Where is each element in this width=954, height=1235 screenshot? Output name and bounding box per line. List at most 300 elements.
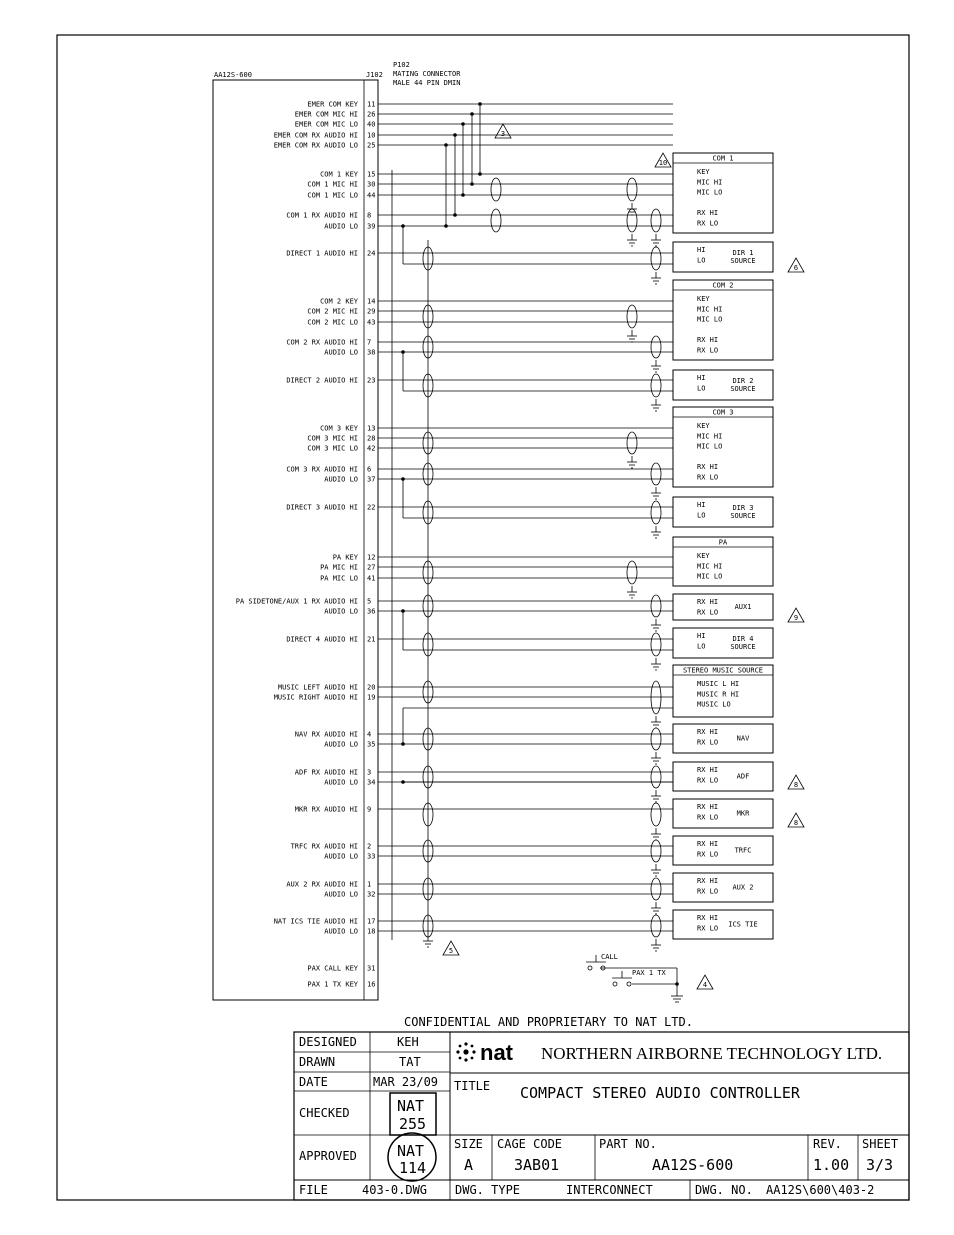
shield-marker: [651, 463, 661, 485]
pin-label: COM 3 RX AUDIO HI: [286, 465, 358, 474]
pin-label: EMER COM MIC LO: [294, 120, 358, 129]
device-terminal: KEY: [697, 168, 710, 176]
note-flag: [495, 124, 511, 138]
pin-row: [307, 101, 375, 109]
junction: [478, 102, 482, 106]
pin-label: COM 2 KEY: [320, 297, 358, 306]
pin-number: 13: [367, 424, 376, 433]
note-number: 8: [793, 819, 799, 827]
pin-row: [274, 918, 376, 926]
shield-marker: [627, 178, 637, 201]
pin-number: 18: [367, 927, 376, 936]
checked-stamp-line-2: 255: [399, 1115, 427, 1133]
pin-label: DIRECT 3 AUDIO HI: [286, 503, 358, 512]
pin-row: [320, 425, 375, 433]
pin-label: DIRECT 2 AUDIO HI: [286, 376, 358, 385]
note-number: 4: [702, 981, 708, 989]
device-name: NAV: [736, 734, 750, 743]
note-number: 9: [793, 614, 799, 622]
device-box: [673, 762, 773, 791]
shield-marker: [651, 247, 661, 270]
pin-row: [324, 928, 375, 936]
pin-number: 3: [367, 768, 372, 777]
pin-label: COM 2 MIC LO: [307, 318, 358, 327]
title-block: [294, 1032, 909, 1200]
pin-row: [236, 598, 371, 606]
pin-number: 33: [367, 852, 376, 861]
note-flag: [788, 608, 804, 622]
device-box: [673, 665, 773, 717]
ground-symbol: [651, 399, 661, 411]
pin-label: MUSIC RIGHT AUDIO HI: [273, 693, 358, 702]
approved-stamp-line-1: NAT: [397, 1142, 425, 1160]
device-box: [673, 153, 773, 233]
pin-label: AUDIO LO: [324, 475, 358, 484]
device-box: [673, 594, 773, 620]
pin-number: 19: [367, 693, 376, 702]
ground-symbol: [627, 330, 637, 342]
note-number: 8: [793, 781, 799, 789]
part-no-value: AA12S-600: [652, 1156, 734, 1174]
pin-label: MUSIC LEFT AUDIO HI: [277, 683, 358, 692]
pin-row: [324, 349, 375, 357]
note-flag: [788, 258, 804, 272]
pin-number: 43: [367, 318, 376, 327]
shield-marker: [651, 681, 661, 714]
device-terminal: MIC LO: [697, 188, 723, 197]
pin-row: [295, 806, 371, 814]
pin-number: 7: [367, 338, 372, 347]
cage-code-label: CAGE CODE: [497, 1137, 563, 1151]
pin-row: [307, 445, 375, 453]
device-terminal: RX HI: [697, 803, 719, 811]
device-terminal: RX LO: [697, 473, 719, 482]
pin-label: PAX 1 TX KEY: [307, 980, 358, 989]
shield-marker: [651, 501, 661, 524]
pax-tx-switch-contact: [613, 982, 617, 986]
mating-connector-line-3: MALE 44 PIN DMIN: [393, 79, 461, 87]
drawn-label: DRAWN: [299, 1055, 336, 1069]
mating-connector-line-1: P102: [393, 61, 410, 69]
device-name: SOURCE: [730, 643, 756, 651]
device-terminal: MUSIC L HI: [697, 680, 740, 688]
device-terminal: HI: [697, 374, 706, 382]
device-terminal: RX LO: [697, 924, 719, 933]
pin-row: [295, 731, 371, 739]
device-terminal: RX HI: [697, 877, 719, 885]
dwg-no-value: AA12S\600\403-2: [766, 1183, 875, 1197]
shield-marker: [651, 840, 661, 862]
device-title: STEREO MUSIC SOURCE: [682, 666, 764, 675]
device-box: [673, 873, 773, 902]
pin-row: [295, 769, 371, 777]
device-box: [673, 628, 773, 658]
pin-row: [274, 132, 376, 140]
pin-number: 20: [367, 683, 376, 692]
pin-number: 2: [367, 842, 372, 851]
pin-number: 24: [367, 249, 376, 258]
unit-label: AA12S-600: [214, 71, 252, 79]
pin-number: 42: [367, 444, 376, 453]
device-terminal: KEY: [697, 295, 710, 303]
device-name: SOURCE: [730, 385, 756, 393]
pin-label: COM 2 RX AUDIO HI: [286, 338, 358, 347]
junction: [401, 609, 405, 613]
pin-label: COM 1 RX AUDIO HI: [286, 211, 358, 220]
ground-symbol: [651, 902, 661, 914]
note-number: 3: [500, 130, 506, 138]
device-terminal: KEY: [697, 552, 710, 560]
device-name: DIR 2: [732, 377, 754, 385]
title-label: TITLE: [454, 1079, 491, 1093]
file-value: 403-0.DWG: [362, 1183, 428, 1197]
junction: [401, 224, 405, 228]
pin-number: 8: [367, 211, 372, 220]
junction: [453, 133, 457, 137]
pin-number: 35: [367, 740, 376, 749]
pin-number: 4: [367, 730, 372, 739]
device-terminal: RX LO: [697, 813, 719, 822]
pin-row: [291, 843, 372, 851]
size-value: A: [464, 1156, 474, 1174]
device-title: COM 1: [712, 154, 734, 163]
pin-number: 17: [367, 917, 376, 926]
shield-marker: [651, 336, 661, 358]
pin-row: [286, 212, 371, 220]
device-box: [673, 370, 773, 400]
ground-symbol: [651, 360, 661, 372]
ground-symbol: [651, 790, 661, 802]
pin-label: PAX CALL KEY: [307, 964, 358, 973]
note-flag: [443, 941, 459, 955]
device-terminal: RX LO: [697, 219, 719, 228]
pin-number: 25: [367, 141, 376, 150]
shield-marker: [651, 595, 661, 617]
pax-tx-switch-label: PAX 1 TX: [632, 969, 666, 977]
pin-label: NAT ICS TIE AUDIO HI: [273, 917, 358, 926]
pin-row: [286, 636, 375, 644]
device-terminal: RX LO: [697, 346, 719, 355]
ground-symbol: [651, 526, 661, 538]
shield-marker: [627, 209, 637, 232]
note-number: 5: [448, 947, 454, 955]
shield-marker: [491, 209, 501, 232]
device-box: [673, 242, 773, 272]
pin-label: COM 3 KEY: [320, 424, 358, 433]
junction: [461, 122, 465, 126]
pin-row: [274, 142, 376, 150]
device-terminal: LO: [697, 384, 706, 393]
device-terminal: HI: [697, 246, 706, 254]
pin-number: 38: [367, 348, 376, 357]
pin-number: 10: [367, 131, 376, 140]
pin-label: TRFC RX AUDIO HI: [290, 842, 358, 851]
shield-marker: [651, 374, 661, 397]
pin-label: AUX 2 RX AUDIO HI: [286, 880, 358, 889]
pin-label: ADF RX AUDIO HI: [294, 768, 358, 777]
junction: [444, 224, 448, 228]
pin-label: COM 3 MIC HI: [307, 434, 358, 443]
device-title: COM 3: [712, 408, 734, 417]
junction: [461, 193, 465, 197]
pin-row: [286, 466, 371, 474]
approved-stamp-line-2: 114: [399, 1159, 427, 1177]
device-box: [673, 724, 773, 753]
device-name: AUX1: [734, 603, 752, 611]
ground-symbol: [651, 716, 661, 728]
pin-label: PA KEY: [332, 553, 358, 562]
junction: [401, 350, 405, 354]
shield-marker: [627, 561, 637, 584]
ground-symbol: [651, 619, 661, 631]
part-no-label: PART NO.: [599, 1137, 657, 1151]
pin-row: [320, 564, 375, 572]
drawing-title: COMPACT STEREO AUDIO CONTROLLER: [520, 1084, 800, 1102]
logo-text: nat: [480, 1040, 513, 1065]
device-name: DIR 3: [732, 504, 754, 512]
pin-label: AUDIO LO: [324, 852, 358, 861]
nat-logo-icon: [456, 1040, 513, 1065]
pin-label: AUDIO LO: [324, 927, 358, 936]
pin-row: [320, 575, 375, 583]
date-label: DATE: [299, 1075, 328, 1089]
pin-row: [278, 684, 376, 692]
pin-number: 34: [367, 778, 376, 787]
call-switch-label: CALL: [601, 953, 618, 961]
shield-marker: [651, 209, 661, 232]
device-terminal: MUSIC LO: [697, 700, 731, 709]
device-title: COM 2: [712, 281, 734, 290]
device-terminal: HI: [697, 632, 706, 640]
device-terminal: RX LO: [697, 738, 719, 747]
device-name: AUX 2: [732, 883, 754, 892]
pin-number: 12: [367, 553, 376, 562]
device-box: [673, 497, 773, 527]
pin-row: [307, 181, 375, 189]
pin-row: [320, 298, 375, 306]
device-box: [673, 537, 773, 586]
pin-row: [320, 171, 375, 179]
device-terminal: RX LO: [697, 887, 719, 896]
ground-symbol: [651, 752, 661, 764]
pin-number: 6: [367, 465, 372, 474]
pin-number: 11: [367, 100, 376, 109]
pax-switches: [586, 953, 683, 1002]
pin-label: AUDIO LO: [324, 740, 358, 749]
junction: [401, 742, 405, 746]
pin-label: NAV RX AUDIO HI: [294, 730, 358, 739]
pin-number: 30: [367, 180, 376, 189]
pin-number: 9: [367, 805, 372, 814]
device-terminal: RX HI: [697, 914, 719, 922]
pin-row: [295, 121, 376, 129]
pin-number: 41: [367, 574, 376, 583]
pin-row: [286, 504, 375, 512]
pin-number: 36: [367, 607, 376, 616]
size-label: SIZE: [454, 1137, 483, 1151]
note-number: 6: [793, 264, 799, 272]
connector-ref: J102: [366, 71, 383, 79]
confidential-notice: CONFIDENTIAL AND PROPRIETARY TO NAT LTD.: [404, 1015, 693, 1029]
designed-label: DESIGNED: [299, 1035, 357, 1049]
junction: [470, 112, 474, 116]
ground-symbol: [651, 658, 661, 670]
pin-row: [324, 741, 375, 749]
device-name: MKR: [736, 809, 750, 818]
dwg-type-value: INTERCONNECT: [566, 1183, 653, 1197]
pin-row: [324, 608, 375, 616]
device-terminal: MIC HI: [697, 562, 723, 571]
pin-number: 23: [367, 376, 376, 385]
mating-connector-line-2: MATING CONNECTOR: [393, 70, 461, 78]
device-box: [673, 280, 773, 360]
ground-symbol: [651, 939, 661, 951]
pin-row: [307, 319, 375, 327]
pin-label: MKR RX AUDIO HI: [294, 805, 358, 814]
note-number: 10: [658, 159, 668, 167]
sheet-label: SHEET: [862, 1137, 899, 1151]
pin-row: [307, 981, 375, 989]
device-terminal: LO: [697, 642, 706, 651]
date-value: MAR 23/09: [373, 1075, 439, 1089]
ground-symbol: [627, 456, 637, 468]
device-terminal: MIC HI: [697, 305, 723, 314]
pin-row: [324, 891, 375, 899]
pin-label: COM 1 MIC HI: [307, 180, 358, 189]
shield-marker: [627, 305, 637, 328]
shield-marker: [651, 766, 661, 788]
junction: [478, 172, 482, 176]
junction: [453, 213, 457, 217]
pin-number: 32: [367, 890, 376, 899]
pin-row: [286, 250, 375, 258]
junction: [401, 477, 405, 481]
device-name: DIR 1: [732, 249, 754, 257]
pin-label: DIRECT 4 AUDIO HI: [286, 635, 358, 644]
device-terminal: RX HI: [697, 728, 719, 736]
pin-row: [333, 554, 376, 562]
pin-label: COM 3 MIC LO: [307, 444, 358, 453]
pin-number: 39: [367, 222, 376, 231]
pin-row: [324, 476, 375, 484]
device-terminal: LO: [697, 256, 706, 265]
pin-number: 14: [367, 297, 376, 306]
ground-symbol: [651, 864, 661, 876]
pin-row: [324, 853, 375, 861]
pin-number: 5: [367, 597, 372, 606]
pin-label: AUDIO LO: [324, 607, 358, 616]
pin-label: COM 1 MIC LO: [307, 191, 358, 200]
rev-label: REV.: [813, 1137, 842, 1151]
pin-label: AUDIO LO: [324, 890, 358, 899]
ground-symbol: [651, 487, 661, 499]
pin-row: [274, 694, 376, 702]
shield-marker: [491, 178, 501, 201]
junction: [470, 182, 474, 186]
device-terminal: MUSIC R HI: [697, 690, 740, 699]
device-terminal: RX HI: [697, 766, 719, 774]
ground-symbol: [651, 272, 661, 284]
pin-label: EMER COM MIC HI: [294, 110, 358, 119]
company-name: NORTHERN AIRBORNE TECHNOLOGY LTD.: [541, 1044, 883, 1063]
pin-label: EMER COM RX AUDIO HI: [273, 131, 358, 140]
device-terminal: RX LO: [697, 776, 719, 785]
device-title: PA: [718, 538, 728, 547]
pin-number: 40: [367, 120, 376, 129]
device-name: SOURCE: [730, 512, 756, 520]
shield-marker: [651, 728, 661, 750]
device-name: SOURCE: [730, 257, 756, 265]
note-flag: [788, 813, 804, 827]
shield-marker: [651, 915, 661, 937]
pin-label: DIRECT 1 AUDIO HI: [286, 249, 358, 258]
pin-row: [324, 779, 375, 787]
device-box: [673, 836, 773, 865]
cage-code-value: 3AB01: [514, 1156, 560, 1174]
pin-row: [286, 881, 371, 889]
pin-row: [286, 339, 371, 347]
pin-number: 27: [367, 563, 376, 572]
sheet-value: 3/3: [866, 1156, 894, 1174]
device-terminal: RX HI: [697, 209, 719, 218]
pin-label: PA SIDETONE/AUX 1 RX AUDIO HI: [235, 597, 358, 606]
approved-label: APPROVED: [299, 1149, 357, 1163]
device-terminal: KEY: [697, 422, 710, 430]
device-terminal: MIC LO: [697, 442, 723, 451]
device-terminal: RX HI: [697, 463, 719, 472]
device-name: TRFC: [734, 846, 752, 855]
pin-number: 21: [367, 635, 376, 644]
device-terminal: RX LO: [697, 608, 719, 617]
designed-value: KEH: [397, 1035, 419, 1049]
call-switch-contact: [588, 966, 592, 970]
pin-label: PA MIC HI: [320, 563, 358, 572]
note-flag: [655, 153, 671, 167]
pin-label: AUDIO LO: [324, 222, 358, 231]
device-terminal: RX HI: [697, 336, 719, 345]
ground-symbol: [651, 234, 661, 246]
pin-number: 28: [367, 434, 376, 443]
dwg-type-label: DWG. TYPE: [455, 1183, 521, 1197]
pin-number: 26: [367, 110, 376, 119]
device-box: [673, 910, 773, 939]
device-terminal: RX HI: [697, 840, 719, 848]
pin-row: [307, 965, 375, 973]
device-terminal: RX HI: [697, 598, 719, 606]
pin-number: 1: [367, 880, 372, 889]
rev-value: 1.00: [813, 1156, 850, 1174]
ground-symbol: [651, 828, 661, 840]
shield-marker: [651, 633, 661, 656]
pin-label: PA MIC LO: [320, 574, 358, 583]
device-name: ICS TIE: [728, 920, 758, 929]
pin-row: [307, 308, 375, 316]
device-terminal: MIC HI: [697, 178, 723, 187]
pin-number: 31: [367, 964, 376, 973]
pin-row: [295, 111, 376, 119]
ground-symbol: [627, 586, 637, 598]
pin-label: EMER COM KEY: [307, 100, 358, 109]
pin-label: EMER COM RX AUDIO LO: [273, 141, 358, 150]
pin-number: 15: [367, 170, 376, 179]
pin-label: COM 1 KEY: [320, 170, 358, 179]
drawn-value: TAT: [399, 1055, 421, 1069]
device-terminal: MIC LO: [697, 315, 723, 324]
pin-number: 22: [367, 503, 376, 512]
checked-label: CHECKED: [299, 1106, 350, 1120]
pin-row: [307, 192, 375, 200]
device-list: [673, 153, 773, 939]
